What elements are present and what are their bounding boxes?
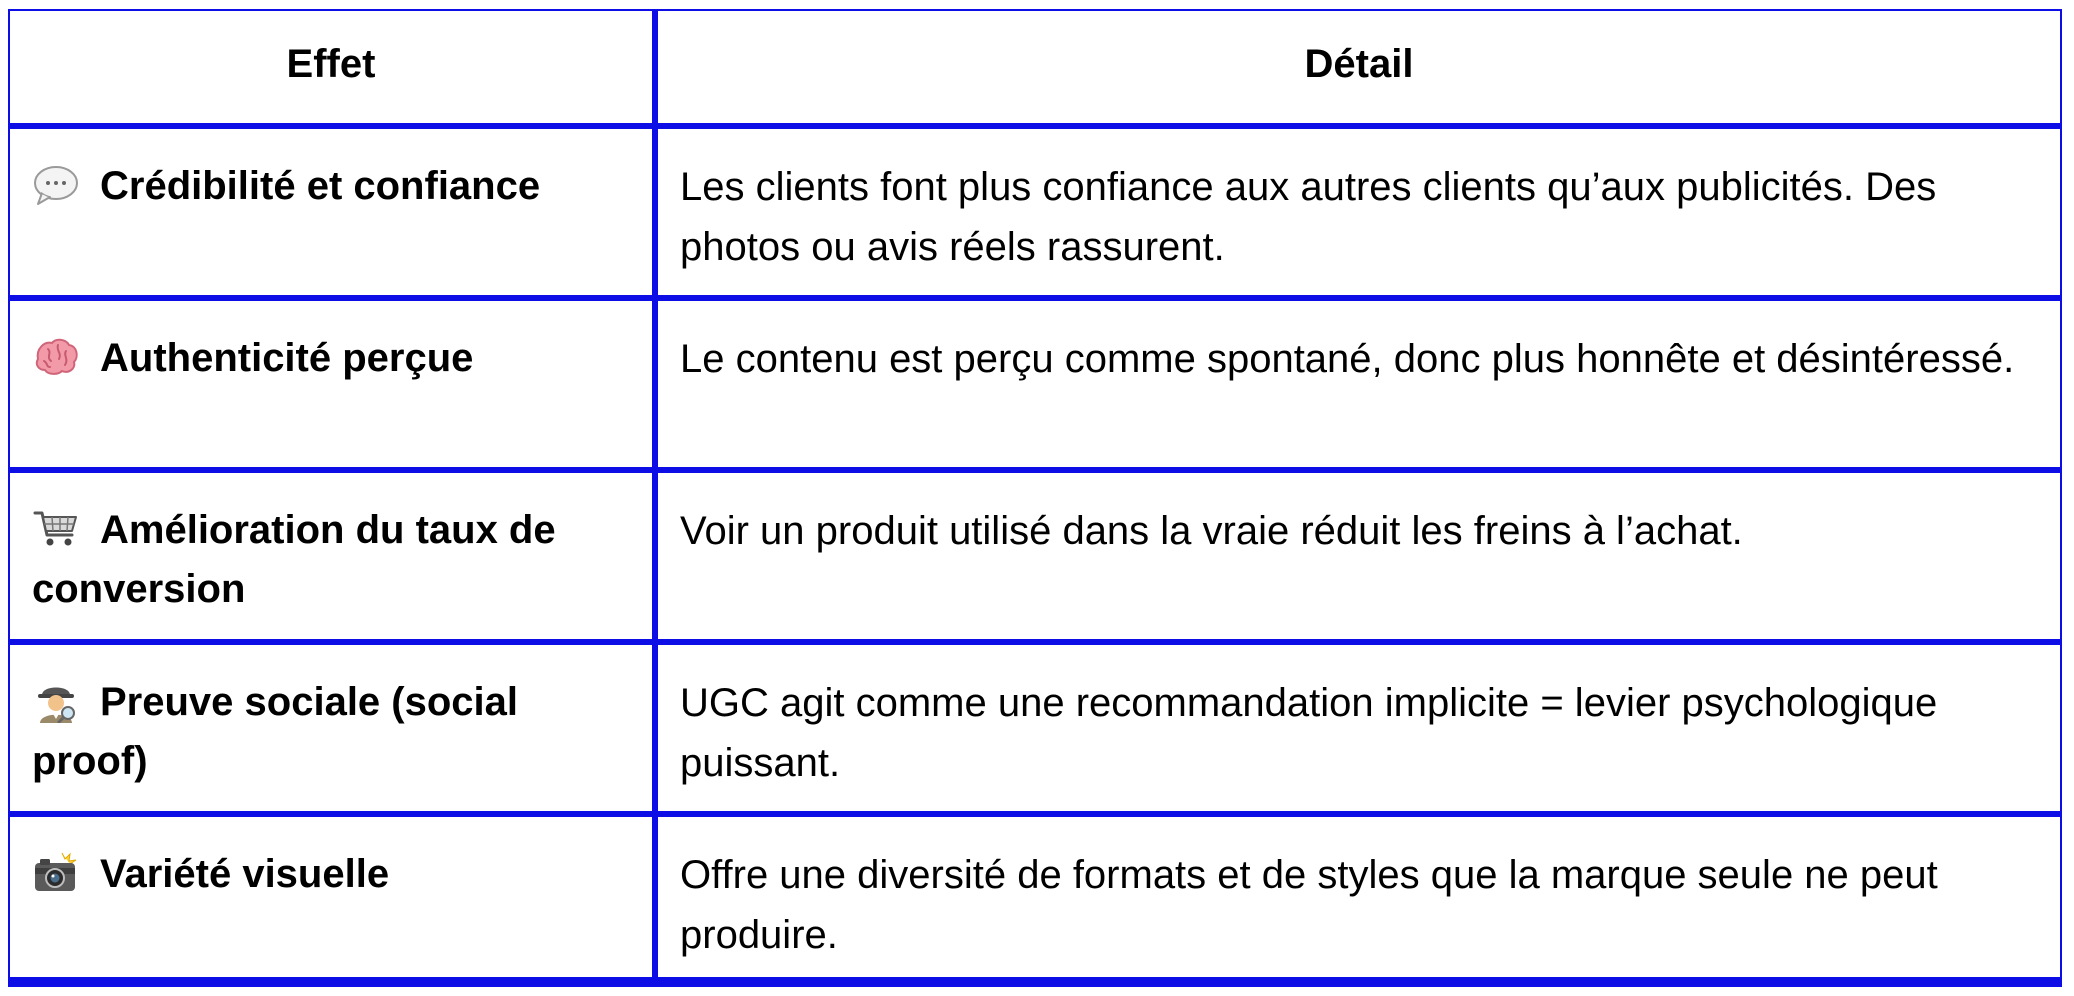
- effect-cell: [10, 817, 652, 977]
- effect-label: Authenticité perçue: [100, 336, 474, 380]
- effect-cell: [10, 645, 652, 811]
- detail-cell: Offre une diversité de formats et de styles que la marque seule ne peut produire.: [658, 817, 2060, 977]
- camera-flash-icon: [32, 851, 80, 895]
- header-effect: Effet: [10, 11, 652, 123]
- effect-label: Variété visuelle: [100, 852, 390, 896]
- detail-cell: Voir un produit utilisé dans la vraie réduit les freins à l’achat.: [658, 473, 2060, 639]
- brain-icon: [32, 335, 80, 379]
- effect-cell: [10, 473, 652, 639]
- header-detail: Détail: [658, 11, 2060, 123]
- detail-cell: Le contenu est perçu comme spontané, donc plus honnête et désintéressé.: [658, 301, 2060, 467]
- effect-label: Crédibilité et confiance: [100, 164, 541, 208]
- effect-label: Preuve sociale (social proof): [32, 680, 519, 783]
- speech-bubble-icon: [32, 163, 80, 207]
- effects-table: [8, 9, 2062, 987]
- detail-cell: UGC agit comme une recommandation implicite = levier psychologique puissant.: [658, 645, 2060, 811]
- detail-cell: Les clients font plus confiance aux autres clients qu’aux publicités. Des photos ou avis réels rassurent.: [658, 129, 2060, 295]
- effect-label: Amélioration du taux de conversion: [32, 508, 556, 611]
- shopping-cart-icon: [32, 507, 80, 551]
- effect-cell: [10, 301, 652, 467]
- detective-icon: [32, 679, 80, 723]
- effect-cell: [10, 129, 652, 295]
